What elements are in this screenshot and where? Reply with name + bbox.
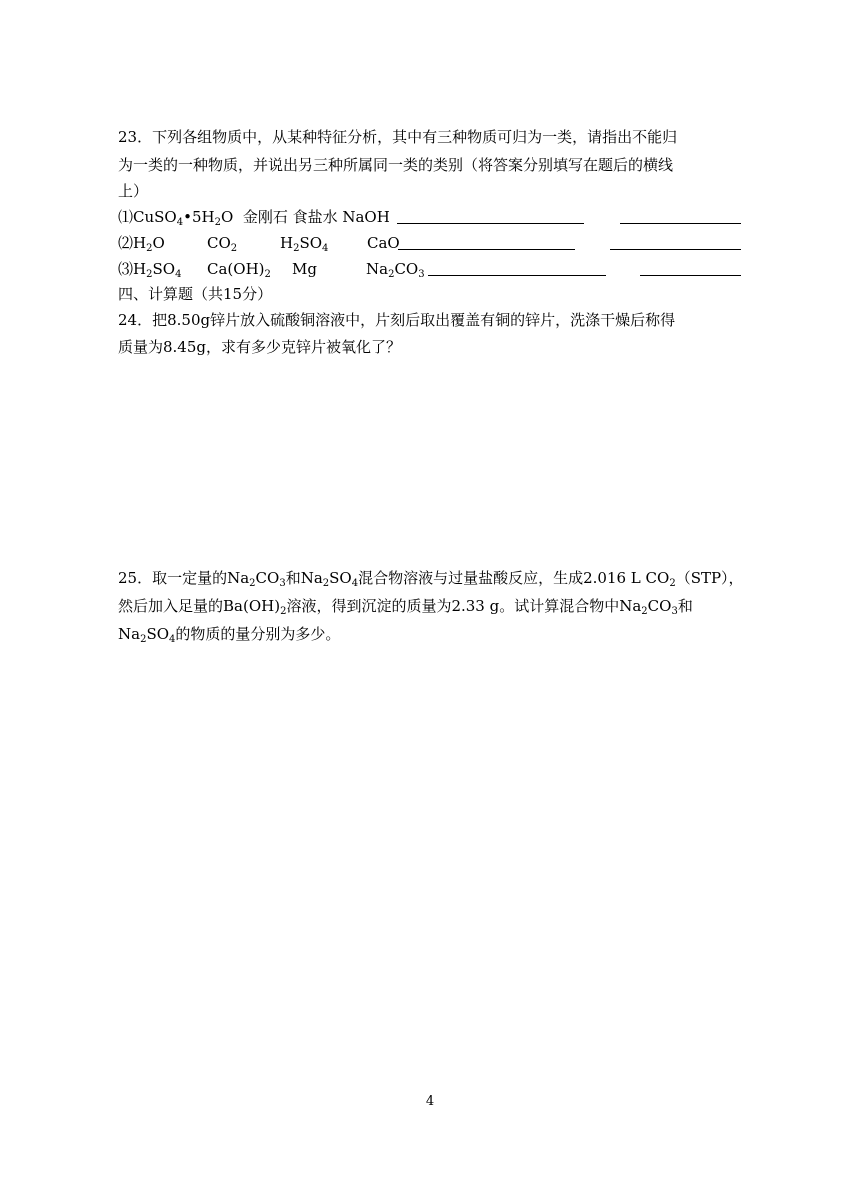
formula-na2co3 — [366, 259, 425, 285]
q25-text: Na — [118, 625, 141, 643]
formula-cao: CaO — [367, 234, 400, 252]
formula-cuso4: CuSO — [133, 208, 177, 226]
q25-line1 — [118, 568, 744, 594]
q24-line1: 24．把8.50g锌片放入硫酸铜溶液中，片刻后取出覆盖有铜的锌片，洗涤干燥后称得 — [118, 311, 676, 329]
q25-text: 和Na — [285, 569, 323, 587]
answer-blank-3a[interactable] — [428, 275, 606, 276]
q25-text: 混合物溶液与过量盐酸反应，生成2.016 L CO — [358, 569, 670, 587]
subscript: 4 — [322, 243, 329, 254]
answer-blank-2b[interactable] — [610, 249, 741, 250]
q25-text: 然后加入足量的Ba(OH) — [118, 597, 281, 615]
q23-line1: 23．下列各组物质中，从某种特征分析，其中有三种物质可归为一类，请指出不能归 — [118, 128, 678, 146]
q25-text: SO — [329, 569, 352, 587]
formula-part: O — [220, 208, 234, 226]
q23-item1 — [118, 207, 390, 233]
q24-line2: 质量为8.45g，求有多少克锌片被氧化了？ — [118, 338, 402, 356]
q25-text: 25．取一定量的Na — [118, 569, 250, 587]
subscript: 2 — [140, 634, 147, 645]
formula-mg: Mg — [292, 260, 317, 278]
q25-text: SO — [146, 625, 170, 643]
formula-part: H — [133, 260, 147, 278]
formula-part: Ca(OH) — [207, 260, 265, 278]
item3-number: ⑶ — [118, 260, 134, 278]
formula-part: O — [152, 234, 165, 252]
subscript: 3 — [279, 578, 286, 589]
q25-text: 溶液，得到沉淀的质量为2.33 g。试计算混合物中Na — [286, 597, 642, 615]
formula-h2so4 — [280, 233, 328, 259]
q25-text: （STP）， — [675, 569, 744, 587]
answer-blank-1a[interactable] — [397, 223, 584, 224]
formula-part: H — [280, 234, 294, 252]
subscript: 2 — [322, 578, 330, 589]
subscript: 2 — [293, 243, 300, 254]
formula-caoh2 — [207, 259, 271, 285]
subscript: 4 — [176, 217, 184, 228]
q25-text: CO — [647, 597, 672, 615]
item1-number: ⑴ — [118, 208, 134, 226]
answer-blank-3b[interactable] — [640, 275, 741, 276]
q25-line3 — [118, 624, 340, 650]
formula-part: SO — [299, 234, 323, 252]
answer-blank-1b[interactable] — [620, 223, 741, 224]
formula-part: •5H — [183, 208, 215, 226]
formula-part: SO — [152, 260, 176, 278]
subscript: 4 — [169, 634, 176, 645]
subscript: 2 — [388, 269, 395, 280]
subscript: 2 — [280, 606, 287, 617]
subscript: 2 — [214, 217, 221, 228]
q23-line2: 为一类的一种物质，并说出另三种所属同一类的类别（将答案分别填写在题后的横线 — [118, 156, 674, 174]
item2-number: ⑵ — [118, 234, 134, 252]
q25-line2 — [118, 596, 693, 622]
subscript: 4 — [351, 578, 359, 589]
page-number: 4 — [425, 1094, 435, 1109]
subscript: 4 — [175, 269, 182, 280]
formula-part: CO — [207, 234, 231, 252]
q25-text: 和 — [677, 597, 693, 615]
subscript: 2 — [146, 243, 153, 254]
q25-text: 的物质的量分别为多少。 — [175, 625, 341, 643]
subscript: 2 — [249, 578, 256, 589]
item1-rest: 金刚石 食盐水 NaOH — [242, 208, 390, 226]
subscript: 3 — [671, 606, 678, 617]
subscript: 2 — [264, 269, 271, 280]
q23-item2 — [118, 233, 165, 259]
formula-part: Na — [366, 260, 389, 278]
formula-part: CO — [394, 260, 419, 278]
subscript: 2 — [669, 578, 676, 589]
subscript: 2 — [230, 243, 238, 254]
subscript: 2 — [146, 269, 153, 280]
answer-blank-2a[interactable] — [398, 249, 575, 250]
q25-text: CO — [255, 569, 280, 587]
q23-item3 — [118, 259, 181, 285]
formula-co2 — [207, 233, 237, 259]
subscript: 3 — [418, 269, 425, 280]
q23-line3: 上） — [118, 182, 149, 200]
section-heading: 四、计算题（共15分） — [118, 285, 273, 303]
formula-part: H — [133, 234, 147, 252]
subscript: 2 — [641, 606, 648, 617]
